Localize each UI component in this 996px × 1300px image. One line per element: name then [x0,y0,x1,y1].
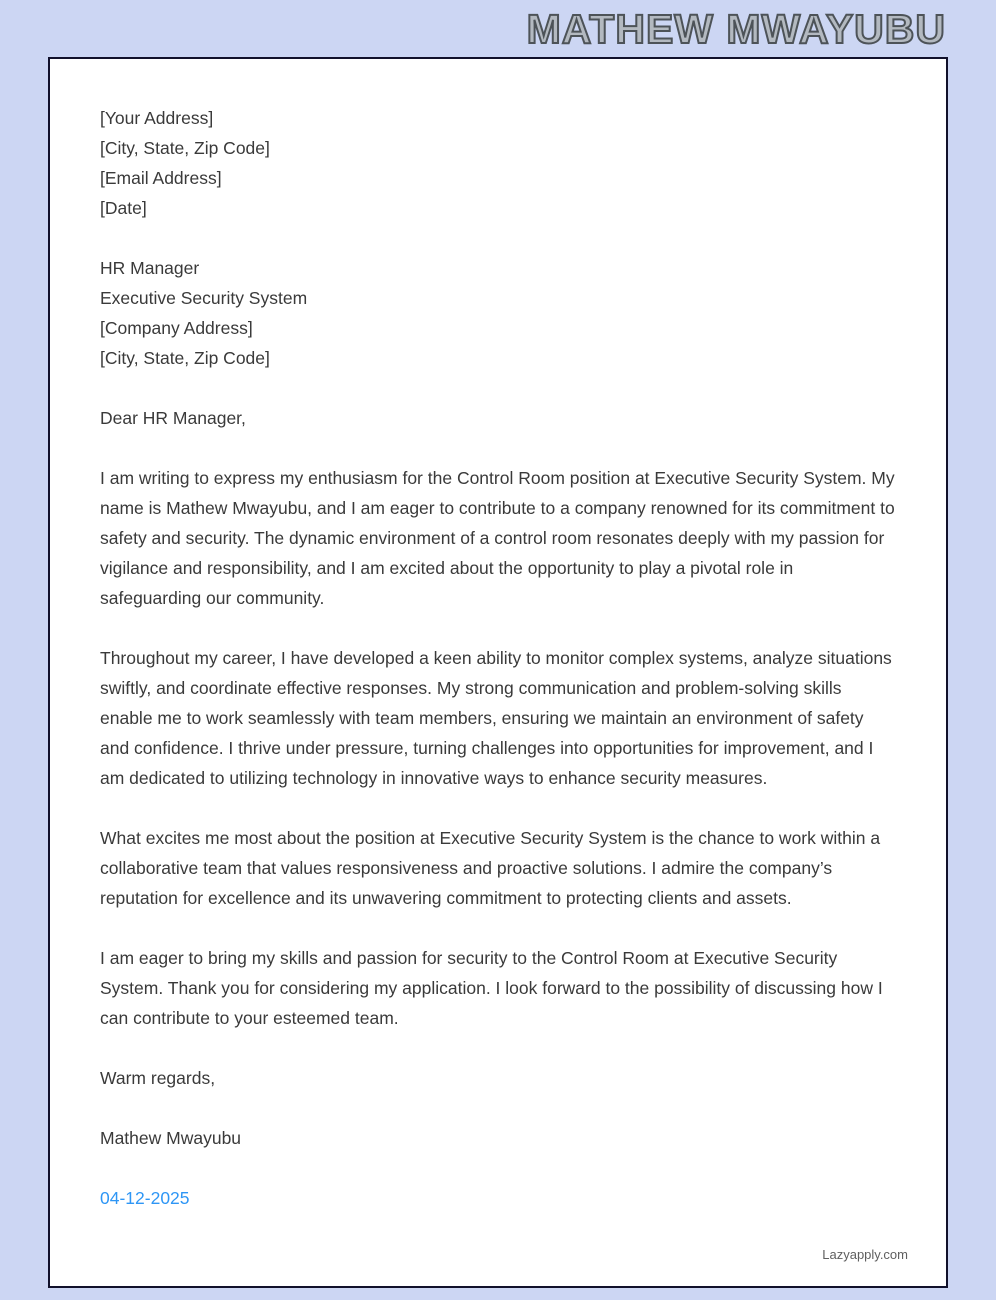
sender-address-line: [Email Address] [100,168,222,188]
sender-address-line: [Date] [100,198,147,218]
closing: Warm regards, [100,1068,216,1088]
recipient-address-line: Executive Security System [100,288,308,308]
signature-name: Mathew Mwayubu [100,1128,242,1148]
salutation: Dear HR Manager, [100,408,246,428]
body-paragraph: What excites me most about the position at Executive Security System is the chance to work within a collaborative team that values responsiveness and proactive solutions. I admire the company’s reputation for excellence and its unwavering commitment to protecting clients and assets. [100,828,881,908]
body-paragraph: I am writing to express my enthusiasm for the Control Room position at Executive Security System. My name is Mathew Mwayubu, and I am eager to contribute to a company renowned for its commitment to safety and security. The dynamic environment of a control room resonates deeply with my passion for vigilance and responsibility, and I am excited about the opportunity to play a pivotal role in safeguarding our community. [100,468,895,608]
body-paragraph: Throughout my career, I have developed a keen ability to monitor complex systems, analyze situations swiftly, and coordinate effective responses. My strong communication and problem-solving skills enable me to work seamlessly with team members, ensuring we maintain an environment of safety and confidence. I thrive under pressure, turning challenges into opportunities for improvement, and I am dedicated to utilizing technology in innovative ways to enhance security measures. [100,648,892,788]
recipient-address-line: [City, State, Zip Code] [100,348,270,368]
letter-page [48,57,948,1288]
letter-body [100,103,896,1213]
sender-address-line: [City, State, Zip Code] [100,138,270,158]
recipient-address-line: HR Manager [100,258,200,278]
sender-address-block [100,103,896,223]
recipient-address-line: [Company Address] [100,318,253,338]
date-link[interactable]: 04-12-2025 [100,1188,190,1208]
watermark: Lazyapply.com [822,1247,908,1262]
sender-address-line: [Your Address] [100,108,214,128]
body-paragraph: I am eager to bring my skills and passion for security to the Control Room at Executive Security System. Thank you for considering my application. I look forward to the possibility of discussing how I can contribute to your esteemed team. [100,948,883,1028]
recipient-address-block [100,253,896,373]
letter-header-name: MATHEW MWAYUBU [526,6,946,52]
